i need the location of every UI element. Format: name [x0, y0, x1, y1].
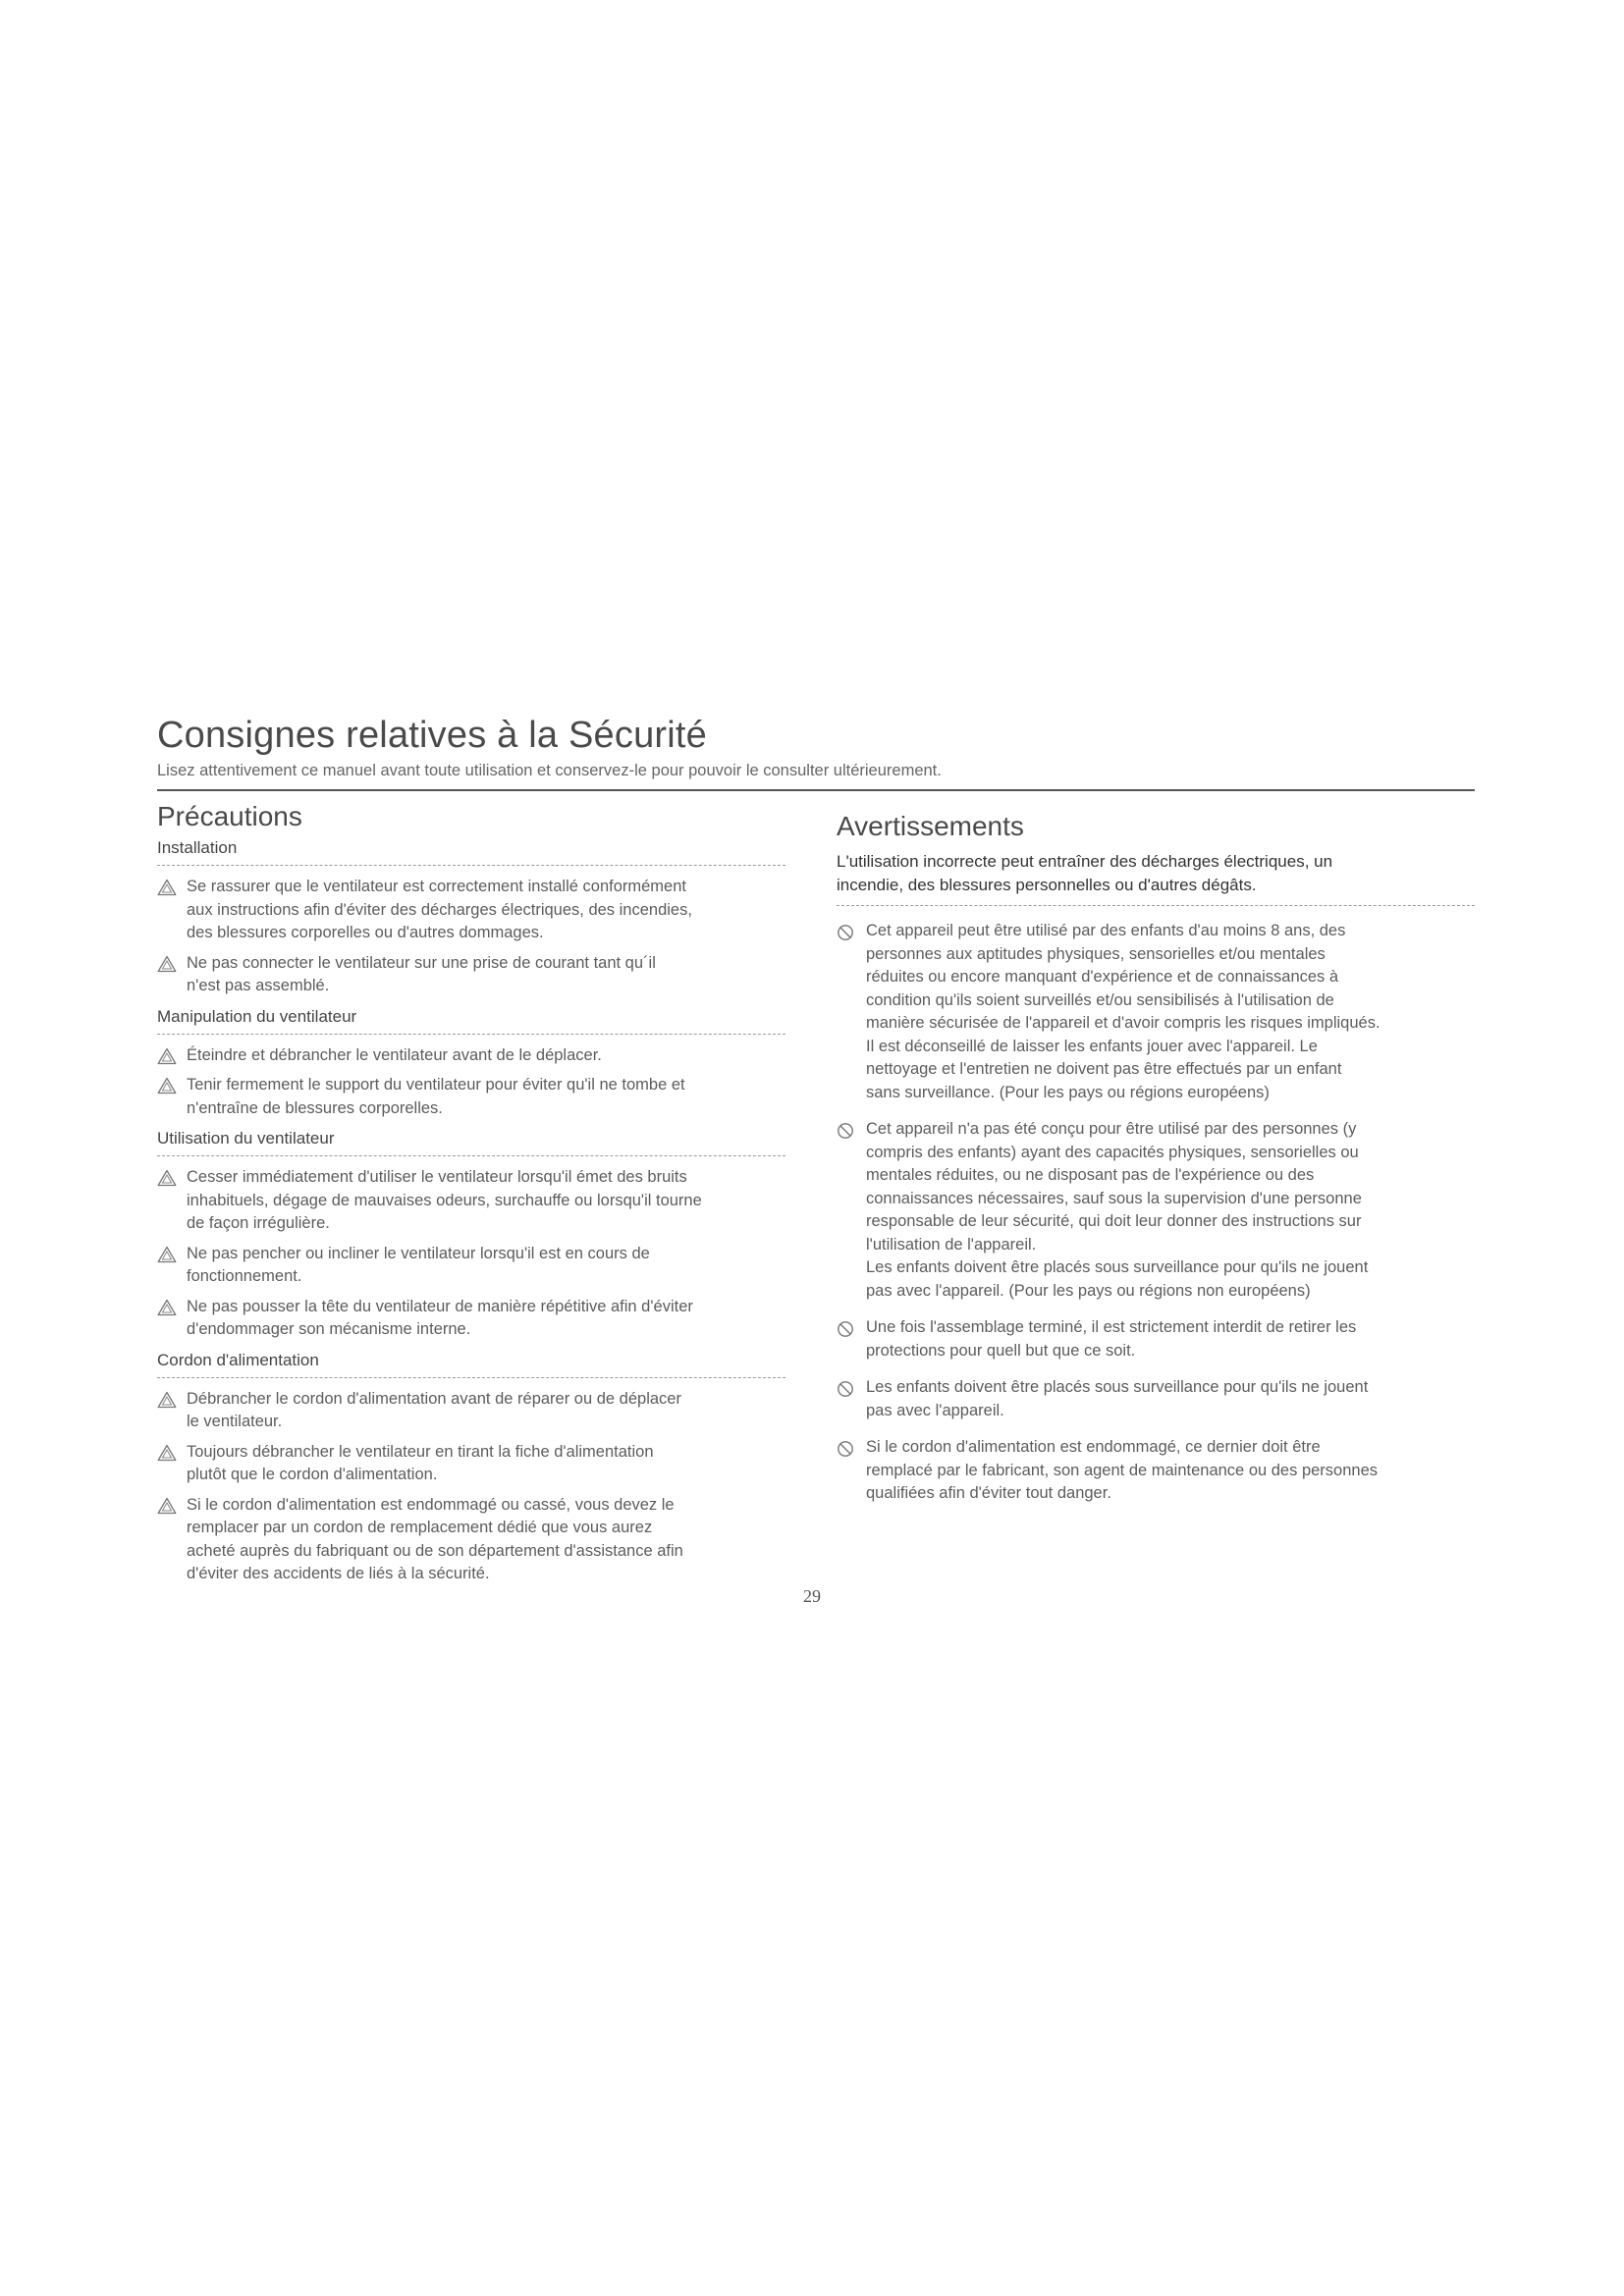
list-item [157, 876, 785, 945]
precaution-group-heading: Cordon d'alimentation [157, 1350, 319, 1369]
list-item-text: Cet appareil peut être utilisé par des enfants d'au moins 8 ans, des personnes aux aptitudes physiques, sensorielles et/ou mentales réduites ou encore manquant d'expérience et de connaissances à condition qu'ils soient surveillés et/ou sensibilisés à l'utilisation de manière sécurisée de l'appareil et d'avoir compris les risques impliqués. Il est déconseillé de laisser les enfants jouer avec l'appareil. Le nettoyage et l'entretien ne doivent pas être effectués par un enfant sans surveillance. (Pour les pays ou régions européens) [866, 922, 1380, 1101]
warning-triangle-icon [157, 1441, 187, 1462]
warning-triangle-icon [157, 1388, 187, 1409]
warning-triangle-icon [157, 1494, 187, 1515]
list-item [837, 920, 1475, 1104]
warning-triangle-icon [157, 1166, 187, 1187]
warning-triangle-icon [157, 876, 187, 896]
list-item [157, 1494, 785, 1586]
list-item [157, 1296, 785, 1342]
list-item-text: Cesser immédiatement d'utiliser le ventilateur lorsqu'il émet des bruits inhabituels, dégage de mauvaises odeurs, surchauffe ou lorsqu'il tourne de façon irrégulière. [187, 1168, 702, 1232]
warning-triangle-icon [157, 1296, 187, 1316]
list-item [157, 1388, 785, 1434]
list-item [157, 952, 785, 998]
list-item [837, 1376, 1475, 1422]
group-divider [157, 1034, 785, 1035]
precaution-group-heading: Utilisation du ventilateur [157, 1129, 335, 1148]
list-item-text: Si le cordon d'alimentation est endommagé ou cassé, vous devez le remplacer par un cordon de remplacement dédié que vous aurez acheté auprès du fabriquant ou de son département d'assistance afin d'éviter des accidents de liés à la sécurité. [187, 1495, 683, 1582]
warning-triangle-icon [157, 1044, 187, 1065]
prohibition-icon [837, 1316, 866, 1338]
precaution-group-heading: Installation [157, 838, 238, 857]
list-item-text: Débrancher le cordon d'alimentation avant de réparer ou de déplacer le ventilateur. [187, 1389, 681, 1430]
warning-triangle-icon [157, 952, 187, 973]
list-item [837, 1118, 1475, 1303]
precaution-group-heading: Manipulation du ventilateur [157, 1006, 357, 1026]
warnings-list [837, 920, 1475, 1506]
list-item-text: Ne pas connecter le ventilateur sur une prise de courant tant qu´il n'est pas assemblé. [187, 953, 656, 994]
page-number: 29 [803, 1586, 821, 1606]
precautions-groups [157, 836, 785, 1586]
list-item-text: Se rassurer que le ventilateur est correctement installé conformément aux instructions afin d'éviter des décharges électriques, des incendies, des blessures corporelles ou d'autres dommages. [187, 878, 692, 941]
content-columns [157, 799, 1475, 1593]
list-item-text: Cet appareil n'a pas été conçu pour être utilisé par des personnes (y compris des enfants) ayant des capacités physiques, sensorielles ou mentales réduites, ou ne disposant pas de l'expérience ou des connaissances nécessaires, sauf sous la supervision d'une personne responsable de leur sécurité, qui doit leur donner des instructions sur l'utilisation de l'appareil. Les enfants doivent être placés sous surveillance pour qu'ils ne jouent pas avec l'appareil. (Pour les pays ou régions non européens) [866, 1120, 1369, 1300]
list-item [837, 1436, 1475, 1506]
list-item-text: Les enfants doivent être placés sous surveillance pour qu'ils ne jouent pas avec l'appareil. [866, 1378, 1369, 1419]
page-title: Consignes relatives à la Sécurité [157, 715, 707, 756]
group-divider [157, 1155, 785, 1156]
safety-page [157, 713, 1475, 1593]
list-item [837, 1316, 1475, 1362]
list-item [157, 1166, 785, 1236]
page-subtitle: Lisez attentivement ce manuel avant toute utilisation et conservez-le pour pouvoir le consulter ultérieurement. [157, 762, 942, 779]
list-item [157, 1243, 785, 1289]
warning-triangle-icon [157, 1074, 187, 1095]
prohibition-icon [837, 920, 866, 941]
list-item-text: Éteindre et débrancher le ventilateur avant de le déplacer. [187, 1045, 602, 1064]
warnings-intro: L'utilisation incorrecte peut entraîner des décharges électriques, un incendie, des blessures personnelles ou d'autres dégâts. [837, 852, 1333, 894]
warnings-column [837, 799, 1475, 1593]
list-item-text: Ne pas pousser la tête du ventilateur de manière répétitive afin d'éviter d'endommager son mécanisme interne. [187, 1297, 693, 1338]
prohibition-icon [837, 1118, 866, 1140]
warning-triangle-icon [157, 1243, 187, 1263]
list-item [157, 1044, 785, 1068]
precautions-title: Précautions [157, 801, 302, 831]
list-item-text: Une fois l'assemblage terminé, il est strictement interdit de retirer les protections pour quell but que ce soit. [866, 1318, 1357, 1360]
prohibition-icon [837, 1436, 866, 1458]
list-item-text: Tenir fermement le support du ventilateur pour éviter qu'il ne tombe et n'entraîne de blessures corporelles. [187, 1076, 685, 1117]
title-divider [157, 789, 1475, 791]
list-item [157, 1441, 785, 1487]
group-divider [157, 865, 785, 866]
list-item-text: Toujours débrancher le ventilateur en tirant la fiche d'alimentation plutôt que le cordon d'alimentation. [187, 1442, 654, 1483]
warnings-divider [837, 905, 1475, 906]
prohibition-icon [837, 1376, 866, 1398]
precautions-column [157, 799, 785, 1593]
list-item [157, 1074, 785, 1120]
group-divider [157, 1377, 785, 1378]
list-item-text: Ne pas pencher ou incliner le ventilateur lorsqu'il est en cours de fonctionnement. [187, 1244, 650, 1285]
list-item-text: Si le cordon d'alimentation est endommagé, ce dernier doit être remplacé par le fabricant, son agent de maintenance ou des personnes qualifiées afin d'éviter tout danger. [866, 1438, 1378, 1502]
warnings-title: Avertissements [837, 811, 1024, 841]
